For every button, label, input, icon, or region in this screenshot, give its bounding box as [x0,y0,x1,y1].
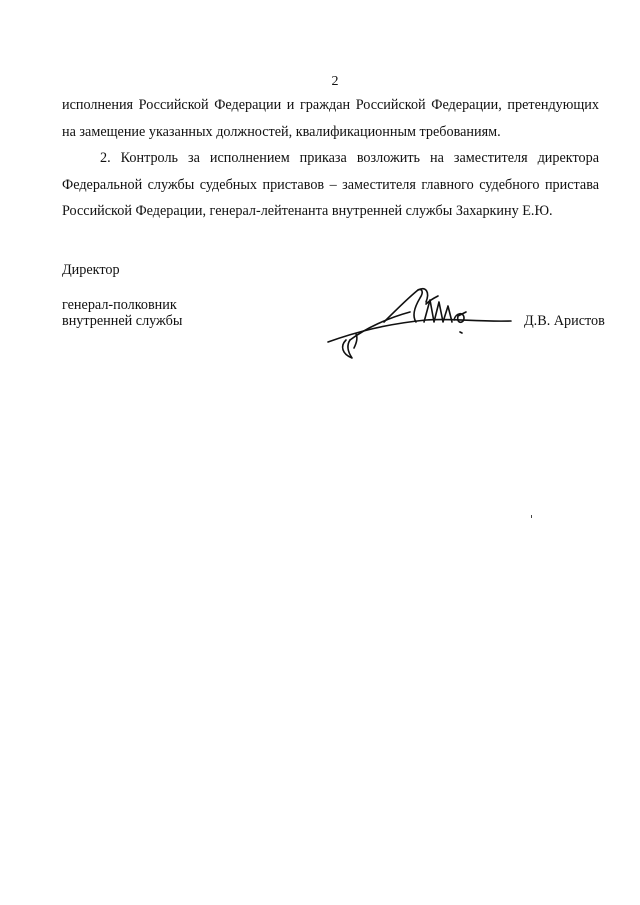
signatory-rank-line1: генерал-полковник [62,297,177,313]
signatory-position: Директор [62,262,120,278]
paragraph-line: исполнения Российской Федерации и граждан Российской Федерации, претендующих [62,97,599,113]
signatory-name: Д.В. Аристов [524,313,605,329]
paragraph-line: 2. Контроль за исполнением приказа возложить на заместителя директора [100,150,599,166]
paragraph-line: Федеральной службы судебных приставов – заместителя главного судебного пристава [62,176,599,193]
paragraph-item-2 [62,145,599,225]
paragraph-line: Российской Федерации, генерал-лейтенанта внутренней службы Захаркину Е.Ю. [62,203,553,219]
scan-speck [531,515,532,518]
handwritten-signature [326,282,516,364]
paragraph-line: на замещение указанных должностей, квалификационным требованиям. [62,123,501,140]
paragraph-continuation [62,92,599,145]
page-number: 2 [331,74,339,89]
signatory-rank-line2: внутренней службы [62,313,183,329]
